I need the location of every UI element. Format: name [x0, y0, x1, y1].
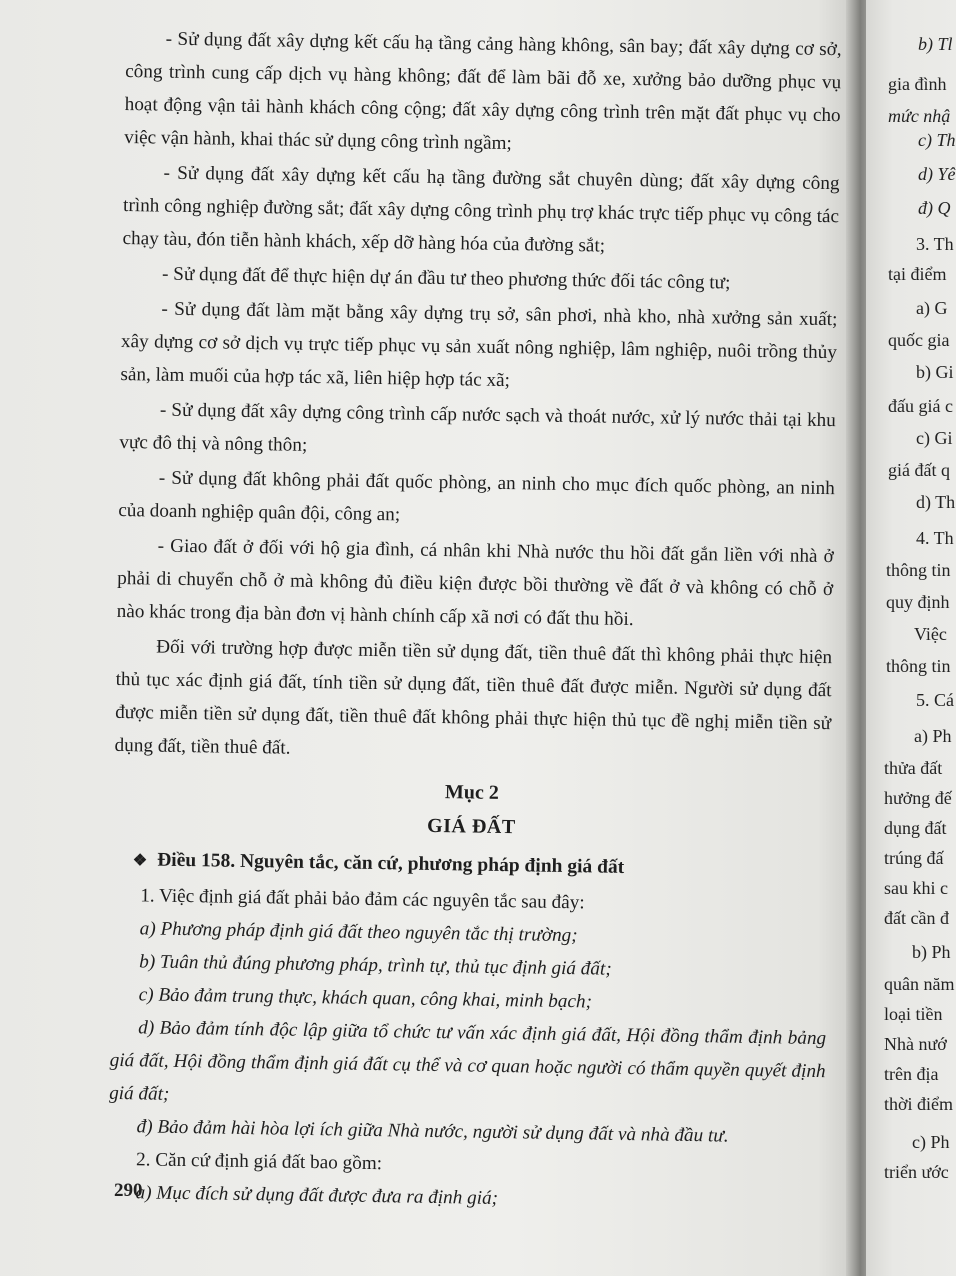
- right-page-fragment: c) Th: [918, 130, 956, 150]
- right-page-fragment: d) Th: [916, 492, 956, 512]
- right-page-fragment: Nhà nướ: [884, 1034, 947, 1054]
- right-page-fragment: thời điểm: [884, 1094, 954, 1114]
- paragraph: - Sử dụng đất xây dựng kết cấu hạ tầng cảng hàng không, sân bay; đất xây dựng cơ sở, công trình cung cấp dịch vụ hàng không; đất để làm bãi đỗ xe, xưởng bảo dưỡng phục vụ hoạt động vận tải hành khách công cộng; đất xây dựng công trình trên mặt đất phục vụ cho việc vận hành, khai thác sử dụng công trình ngầm;: [124, 28, 842, 155]
- list-item: d) Bảo đảm tính độc lập giữa tổ chức tư vấn xác định giá đất, Hội đồng thẩm định bảng giá đất, Hội đồng thẩm định giá đất cụ thể và cơ quan hoặc người có thẩm quyền quyết định giá đất;: [109, 1017, 827, 1105]
- right-page-fragment: thông tin: [886, 656, 951, 676]
- right-page-fragment: dụng đất: [884, 818, 947, 838]
- right-page-fragment: gia đình: [888, 74, 947, 94]
- paragraph: - Sử dụng đất không phải đất quốc phòng, an ninh cho mục đích quốc phòng, an ninh của doanh nghiệp quân đội, công an;: [118, 467, 835, 526]
- right-page-fragment: sau khi c: [884, 878, 948, 898]
- right-page-fragment: c) Ph: [912, 1132, 950, 1152]
- right-page-fragment: quốc gia: [888, 330, 950, 350]
- list-item: a) Phương pháp định giá đất theo nguyên tắc thị trường;: [139, 918, 578, 947]
- diamond-bullet-icon: ❖: [132, 852, 148, 870]
- right-page-fragment: b) Tl: [918, 34, 953, 54]
- right-book-page: [866, 0, 956, 1276]
- paragraph: - Sử dụng đất để thực hiện dự án đầu tư theo phương thức đối tác công tư;: [161, 263, 731, 294]
- right-page-fragment: 5. Cá: [916, 690, 954, 710]
- right-page-fragment: loại tiền: [884, 1004, 943, 1024]
- page-number: 290: [114, 1180, 143, 1201]
- right-page-fragment: quân năm: [884, 974, 955, 994]
- list-item: c) Bảo đảm trung thực, khách quan, công khai, minh bạch;: [138, 984, 593, 1013]
- page-text-body: [107, 22, 842, 1220]
- right-page-fragment: đất cần đ: [884, 908, 949, 928]
- right-page-fragment: tại điểm: [888, 264, 947, 284]
- right-page-fragment: mức nhậ: [888, 106, 951, 126]
- section-title: GIÁ ĐẤT: [426, 814, 516, 839]
- right-page-fragment: thông tin: [886, 560, 951, 580]
- right-page-fragment: trúng đấ: [884, 848, 944, 868]
- article-title: Điều 158. Nguyên tắc, căn cứ, phương pháp định giá đất: [157, 849, 625, 878]
- right-page-fragment: c) Gi: [916, 428, 953, 448]
- list-item: b) Tuân thủ đúng phương pháp, trình tự, thủ tục định giá đất;: [139, 951, 612, 980]
- list-item: 2. Căn cứ định giá đất bao gồm:: [135, 1149, 383, 1175]
- paragraph: Đối với trường hợp được miễn tiền sử dụng đất, tiền thuê đất thì không phải thực hiện thủ tục xác định giá đất, tính tiền sử dụng đất, tiền thuê đất được miễn. Người sử dụng đất được miễn tiền sử dụng đất, tiền thuê đất không phải thực hiện thủ tục đề nghị miễn tiền sử dụng đất, tiền thuê đất.: [114, 636, 833, 759]
- section-label: Mục 2: [444, 781, 500, 804]
- right-page-fragment: b) Ph: [912, 942, 951, 962]
- list-item: a) Mục đích sử dụng đất được đưa ra định giá;: [135, 1182, 499, 1209]
- paragraph: - Giao đất ở đối với hộ gia đình, cá nhân khi Nhà nước thu hồi đất gắn liền với nhà ở phải di chuyển chỗ ở mà không đủ điều kiện được bồi thường về đất ở và không có chỗ ở nào khác trong địa bàn đơn vị hành chính cấp xã nơi có đất thu hồi.: [116, 535, 834, 631]
- paragraph: - Sử dụng đất xây dựng công trình cấp nước sạch và thoát nước, xử lý nước thải tại khu vực đô thị và nông thôn;: [119, 399, 836, 456]
- right-page-fragment: thửa đất: [884, 758, 943, 778]
- right-page-fragment: 3. Th: [916, 234, 954, 254]
- right-page-fragment: đ) Q: [918, 198, 951, 218]
- list-item: đ) Bảo đảm hài hòa lợi ích giữa Nhà nước, người sử dụng đất và nhà đầu tư.: [136, 1116, 729, 1147]
- right-page-fragment: a) G: [916, 298, 948, 318]
- right-page-fragment: quy định: [886, 592, 950, 612]
- right-page-fragment: Việc: [914, 624, 947, 644]
- right-page-fragment: giá đất q: [888, 460, 950, 480]
- right-page-fragment: đấu giá c: [888, 396, 953, 416]
- right-page-fragment: d) Yê: [918, 164, 956, 184]
- paragraph: - Sử dụng đất làm mặt bằng xây dựng trụ sở, sân phơi, nhà kho, nhà xưởng sản xuất; xây dựng cơ sở dịch vụ trực tiếp phục vụ sản xuất nông nghiệp, lâm nghiệp, nuôi trồng thủy sản, làm muối của hợp tác xã, liên hiệp hợp tác xã;: [120, 298, 838, 392]
- paragraph: - Sử dụng đất xây dựng kết cấu hạ tầng đường sắt chuyên dùng; đất xây dựng công trình công nghiệp đường sắt; đất xây dựng công trình phụ trợ khác trực tiếp phục vụ công tác chạy tàu, đón tiễn hành khách, xếp dỡ hàng hóa của đường sắt;: [122, 162, 840, 257]
- right-page-fragment: b) Gi: [916, 362, 954, 382]
- right-page-fragment: hưởng đế: [884, 788, 952, 808]
- right-page-fragment: triển ước: [884, 1162, 949, 1182]
- right-page-fragment: 4. Th: [916, 528, 954, 548]
- list-item: 1. Việc định giá đất phải bảo đảm các nguyên tắc sau đây:: [140, 885, 585, 914]
- right-page-fragment: a) Ph: [914, 726, 952, 746]
- right-page-fragment: trên địa: [884, 1064, 939, 1084]
